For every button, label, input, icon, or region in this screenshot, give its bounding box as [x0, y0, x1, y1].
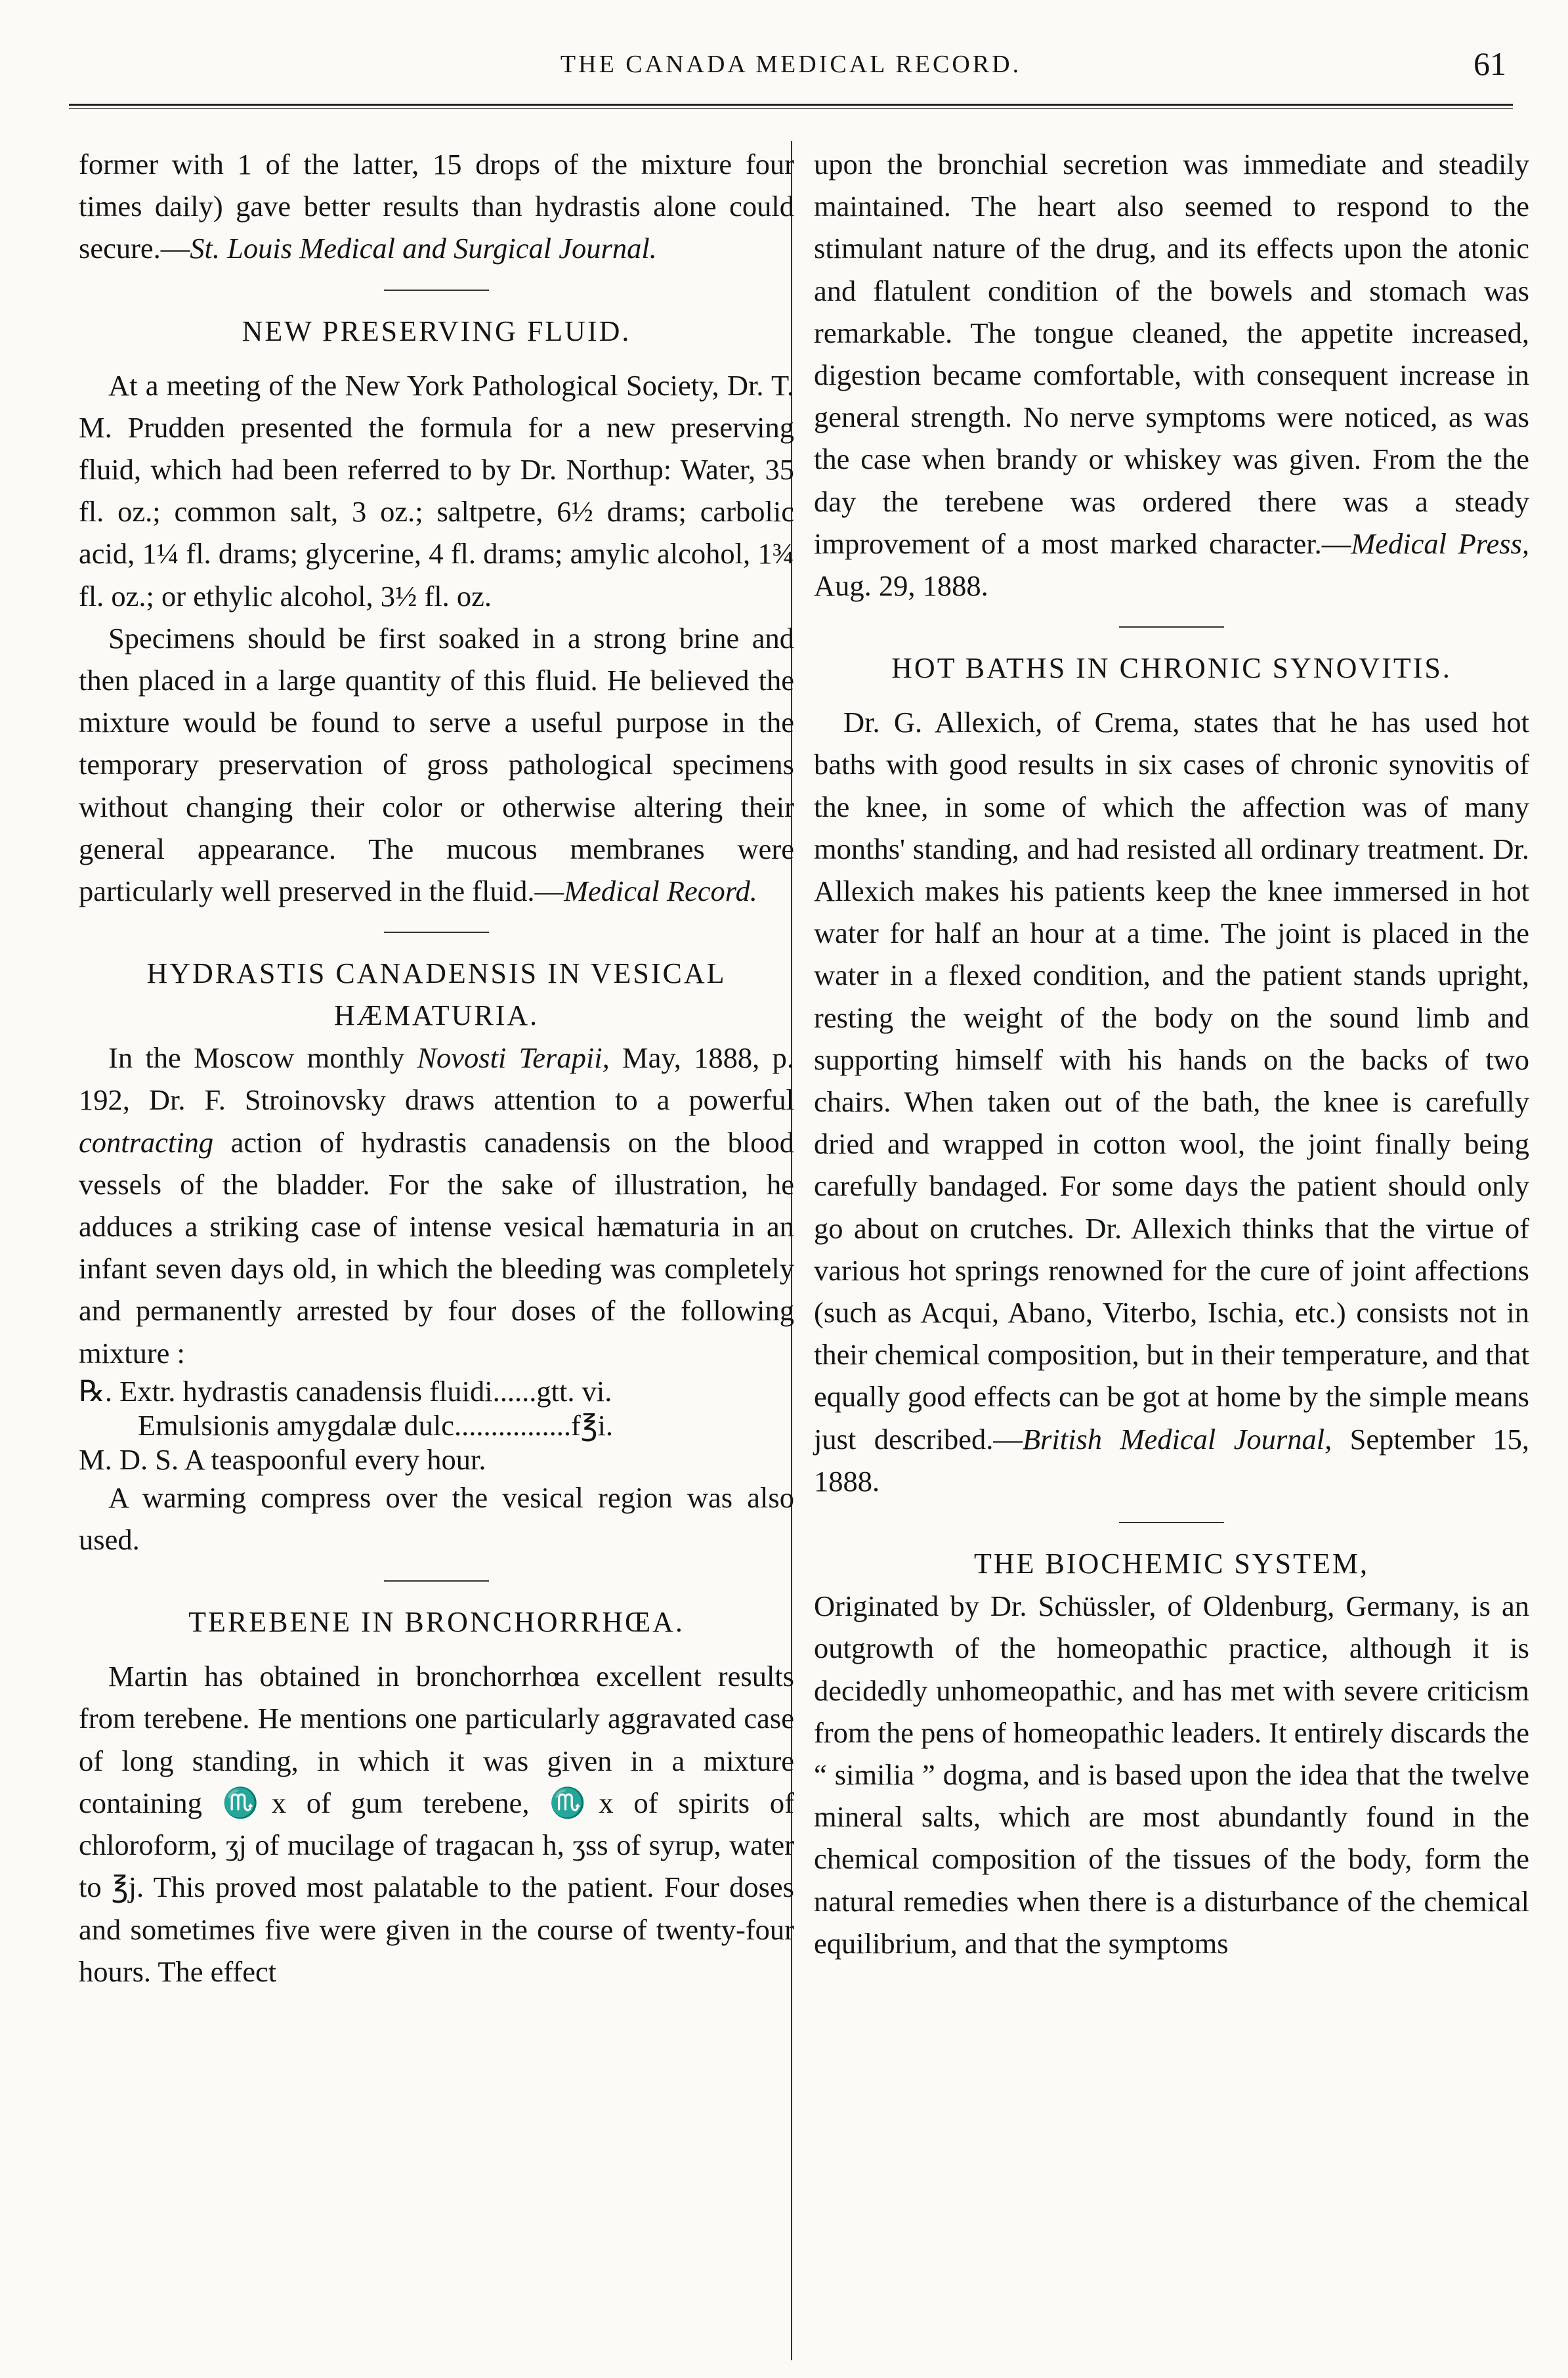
heading-biochemic: THE BIOCHEMIC SYSTEM,: [973, 1547, 1370, 1580]
left-column: [79, 143, 794, 1993]
hydrastis-journal: Novosti Terapii,: [417, 1041, 610, 1075]
terebene-paragraph-1: Martin has obtained in bronchorrhœa excellent results from terebene. He mentions one particularly aggravated case of long standing, in which it was given in a mixture containing ♏x of gum terebene, ♏x of spirits of chloroform, ʒj of mucilage of tragacan h, ʒss of syrup, water to ℥j. This proved most palatable to the patient. Four doses and sometimes five were given in the course of twenty-four hours. The effect: [79, 1660, 794, 1988]
heading-terebene: TEREBENE IN BRONCHORRHŒA.: [188, 1606, 685, 1639]
heading-hydrastis-2: HÆMATURIA.: [333, 999, 540, 1032]
section-separator: [1119, 626, 1224, 628]
page-number: 61: [1473, 45, 1506, 82]
prescription-line-2: Emulsionis amygdalæ dulc................f℥i.: [138, 1408, 614, 1442]
section-separator: [384, 1580, 489, 1582]
intro-text: former with 1 of the latter, 15 drops of the mixture four times daily) gave better results than hydrastis alone could secure.—: [79, 148, 794, 265]
prescription-line-3: M. D. S. A teaspoonful every hour.: [79, 1442, 486, 1476]
section-separator: [384, 932, 489, 933]
fluid-p2-text: Specimens should be first soaked in a strong brine and then placed in a large quantity of this fluid. He believed the mixture would be found to serve a useful purpose in the temporary preservation of gross pathological specimens without changing their color or otherwise altering their general appearance. The mucous membranes were particularly well preserved in the fluid.—: [79, 621, 794, 908]
fluid-paragraph-2: [79, 617, 794, 912]
hydrastis-p1-c: action of hydrastis canadensis on the blood vessels of the bladder. For the sake of illustration, he adduces a striking case of intense vesical hæmaturia in an infant seven days old, in which the bleeding was completely and permanently arrested by four doses of the following mixture :: [79, 1125, 794, 1370]
intro-paragraph: [79, 143, 794, 270]
continuation-citation: Medical Press,: [1351, 527, 1529, 560]
hydrastis-p1-a: In the Moscow monthly: [108, 1041, 417, 1075]
baths-paragraph-1: [814, 701, 1529, 1502]
heading-preserving-fluid: NEW PRESERVING FLUID.: [242, 314, 631, 347]
page-header: [69, 41, 1513, 93]
baths-citation: British Medical Journal,: [1022, 1422, 1332, 1456]
hydrastis-emphasis: contracting: [79, 1125, 214, 1159]
header-rule: [69, 104, 1513, 106]
heading-hot-baths: HOT BATHS IN CHRONIC SYNOVITIS.: [891, 652, 1452, 685]
baths-text: Dr. G. Allexich, of Crema, states that he has used hot baths with good results in six cases of chronic synovitis of the knee, in some of which the affection was of many months' standing, and had resisted all ordinary treatment. Dr. Allexich makes his patients keep the knee immersed in hot water for half an hour at a time. The joint is placed in the water in a flexed condition, and the patient stands upright, resting the weight of the body on the sound limb and supporting himself with his hands on the backs of two chairs. When taken out of the bath, the knee is carefully dried and wrapped in cotton wool, the joint finally being carefully bandaged. For some days the patient should only go about on crutches. Dr. Allexich thinks that the virtue of various hot springs renowned for the cure of joint affections (such as Acqui, Abano, Viterbo, Ischia, etc.) consists not in their chemical composition, but in their temperature, and that equally good effects can be got at home by the simple means just described.—: [814, 706, 1529, 1456]
hydrastis-paragraph-1: [79, 1037, 794, 1374]
section-separator: [384, 290, 489, 291]
hydrastis-paragraph-2: A warming compress over the vesical region was also used.: [79, 1481, 794, 1557]
continuation-date: Aug. 29, 1888.: [814, 569, 988, 603]
fluid-paragraph-1: At a meeting of the New York Pathological Society, Dr. T. M. Prudden presented the formula for a new preserving fluid, which had been referred to by Dr. Northup: Water, 35 fl. oz.; common salt, 3 oz.; saltpetre, 6½ drams; carbolic acid, 1¼ fl. drams; glycerine, 4 fl. drams; amylic alcohol, 1¾ fl. oz.; or ethylic alcohol, 3½ fl. oz.: [79, 368, 794, 613]
heading-hydrastis-1: HYDRASTIS CANADENSIS IN VESICAL: [146, 957, 727, 990]
terebene-continuation: [814, 143, 1529, 607]
prescription-line-1: ℞. Extr. hydrastis canadensis fluidi......gtt. vi.: [79, 1374, 612, 1408]
biochemic-paragraph-1: Originated by Dr. Schüssler, of Oldenburg, Germany, is an outgrowth of the homeopathic practice, although it is decidedly unhomeopathic, and has met with severe criticism from the pens of homeopathic leaders. It entirely discards the “ similia ” dogma, and is based upon the idea that the twelve mineral salts, which are most abundantly found in the chemical composition of the tissues of the body, form the natural remedies when there is a disturbance of the chemical equilibrium, and that the symptoms: [814, 1589, 1529, 1960]
header-rule-thin: [69, 108, 1513, 109]
hydrastis-p1-b: May, 1888, p. 192, Dr. F. Stroinovsky draws attention to a powerful: [79, 1041, 794, 1117]
continuation-text: upon the bronchial secretion was immediate and steadily maintained. The heart also seemed to respond to the stimulant nature of the drug, and its effects upon the atonic and flatulent condition of the bowels and stomach was remarkable. The tongue cleaned, the appetite increased, digestion became comfortable, with consequent increase in general strength. No nerve symptoms were noticed, as was the case when brandy or whiskey was given. From the the day the terebene was ordered there was a steady improvement of a most marked character.—: [814, 148, 1529, 560]
right-column: [814, 143, 1529, 1964]
section-separator: [1119, 1522, 1224, 1523]
fluid-citation: Medical Record.: [563, 875, 757, 908]
running-title: THE CANADA MEDICAL RECORD.: [560, 51, 1022, 78]
baths-date: September 15, 1888.: [814, 1422, 1529, 1498]
intro-citation: St. Louis Medical and Surgical Journal.: [190, 232, 657, 265]
